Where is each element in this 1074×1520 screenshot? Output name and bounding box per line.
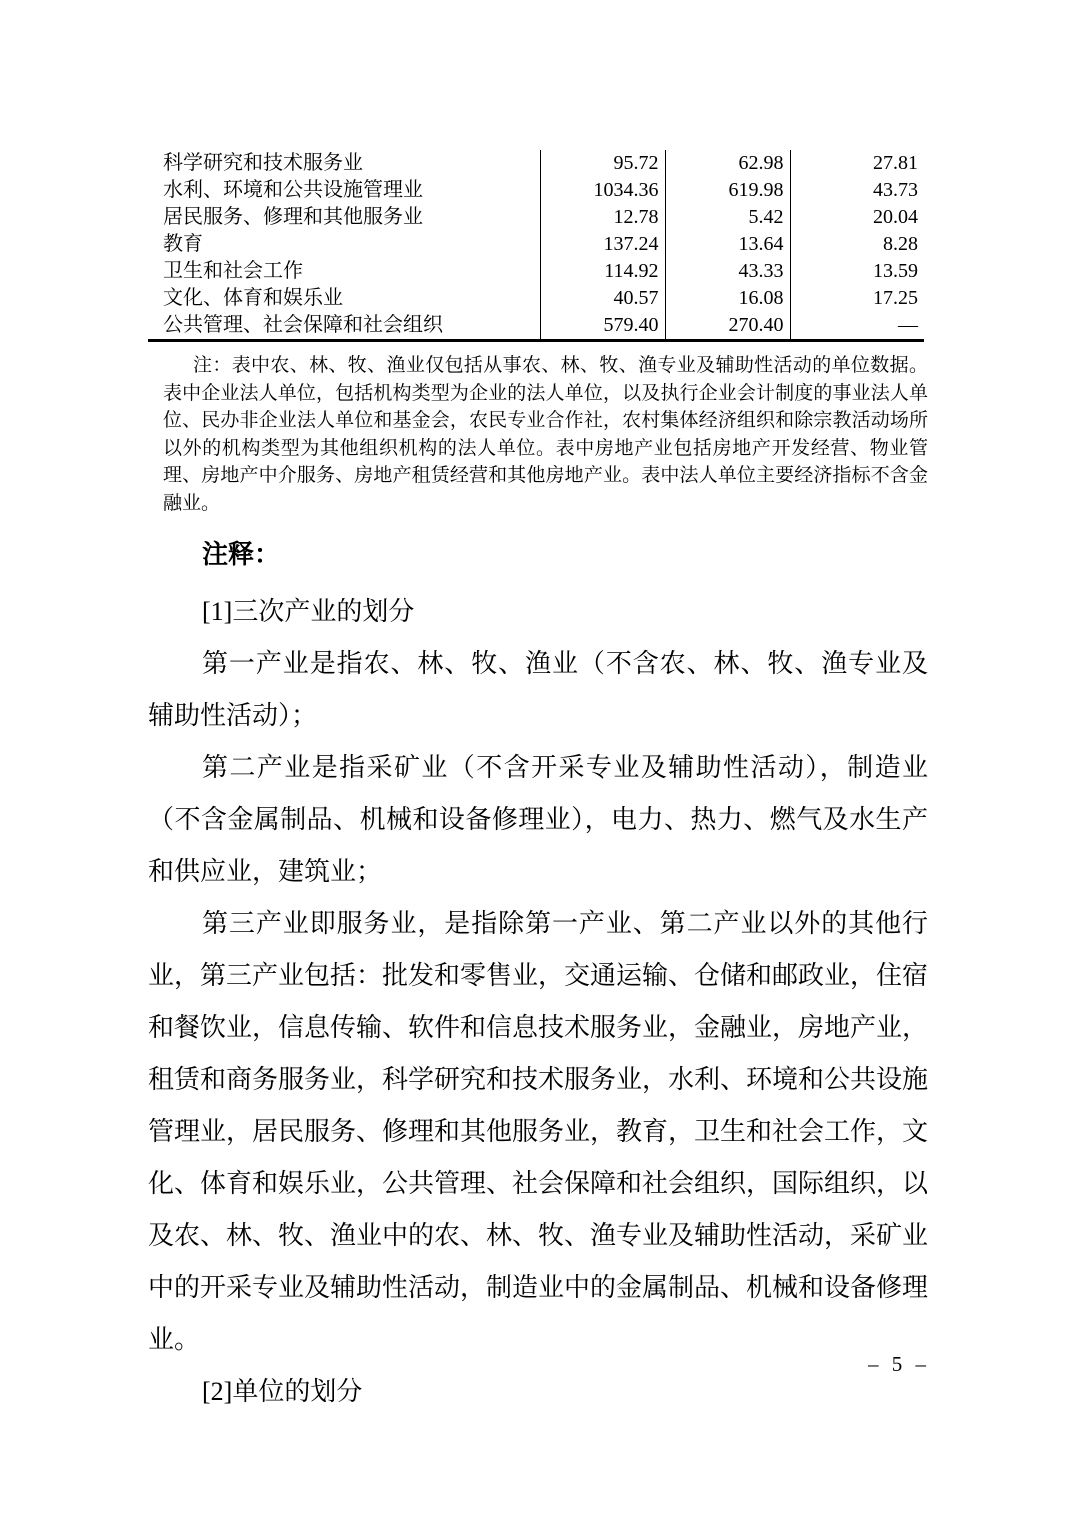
annotation-paragraph-tertiary-industry: 第三产业即服务业，是指除第一产业、第二产业以外的其他行业，第三产业包括：批发和零售业，交通运输、仓储和邮政业，住宿和餐饮业，信息传输、软件和信息技术服务业，金融业，房地产业，租赁和商务服务业，科学研究和技术服务业，水利、环境和公共设施管理业，居民服务、修理和其他服务业，教育，卫生和社会工作，文化、体育和娱乐业，公共管理、社会保障和社会组织，国际组织，以及农、林、牧、渔业中的农、林、牧、渔专业及辅助性活动，采矿业中的开采专业及辅助性活动，制造业中的金属制品、机械和设备修理业。 [148,909,929,1354]
table-row [148,231,924,258]
cell-value: 95.72 [540,150,665,177]
table-row [148,258,924,285]
cell-value: 13.64 [665,231,790,258]
cell-value: 40.57 [540,285,665,312]
cell-value: 5.42 [665,204,790,231]
cell-value: 270.40 [665,312,790,341]
cell-value: 27.81 [873,152,918,174]
cell-value: 137.24 [540,231,665,258]
annotation-item-1-title: [1]三次产业的划分 [202,597,415,626]
annotation-paragraph-secondary-industry: 第二产业是指采矿业（不含开采专业及辅助性活动），制造业（不含金属制品、机械和设备修理业），电力、热力、燃气及水生产和供应业，建筑业； [148,753,928,886]
annotation-item-2-title: [2]单位的划分 [202,1377,363,1406]
table-row [148,285,924,312]
cell-value: 43.33 [665,258,790,285]
table-row [148,312,924,341]
cell-value: 17.25 [873,287,918,309]
table-row [148,204,924,231]
cell-value: 13.59 [873,260,918,282]
row-label: 教育 [148,231,540,258]
table-footnote: 注：表中农、林、牧、渔业仅包括从事农、林、牧、渔专业及辅助性活动的单位数据。表中企业法人单位，包括机构类型为企业的法人单位，以及执行企业会计制度的事业法人单位、民办非企业法人单位和基金会，农民专业合作社，农村集体经济组织和除宗教活动场所以外的机构类型为其他组织机构的法人单位。表中房地产业包括房地产开发经营、物业管理、房地产中介服务、房地产租赁经营和其他房地产业。表中法人单位主要经济指标不含金融业。 [163,355,928,514]
cell-value: 8.28 [883,233,918,255]
cell-value: 43.73 [873,179,918,201]
row-label: 文化、体育和娱乐业 [148,285,540,312]
annotation-paragraph-primary-industry: 第一产业是指农、林、牧、渔业（不含农、林、牧、渔专业及辅助性活动）； [148,649,928,730]
row-label: 水利、环境和公共设施管理业 [148,177,540,204]
annotations-heading: 注释： [202,539,281,569]
cell-value: 16.08 [665,285,790,312]
cell-value: — [898,314,918,336]
cell-value: 114.92 [540,258,665,285]
cell-value: 62.98 [665,150,790,177]
cell-value: 12.78 [540,204,665,231]
table-row [148,177,924,204]
page-number: – 5 – [868,1352,930,1376]
cell-value: 1034.36 [540,177,665,204]
row-label: 居民服务、修理和其他服务业 [148,204,540,231]
industry-indicators-table [148,150,924,342]
cell-value: 619.98 [665,177,790,204]
cell-value: 20.04 [873,206,918,228]
table-row [148,150,924,177]
cell-value: 579.40 [540,312,665,341]
row-label: 科学研究和技术服务业 [148,150,540,177]
row-label: 公共管理、社会保障和社会组织 [148,312,540,341]
annotations-section [148,528,928,1418]
row-label: 卫生和社会工作 [148,258,540,285]
